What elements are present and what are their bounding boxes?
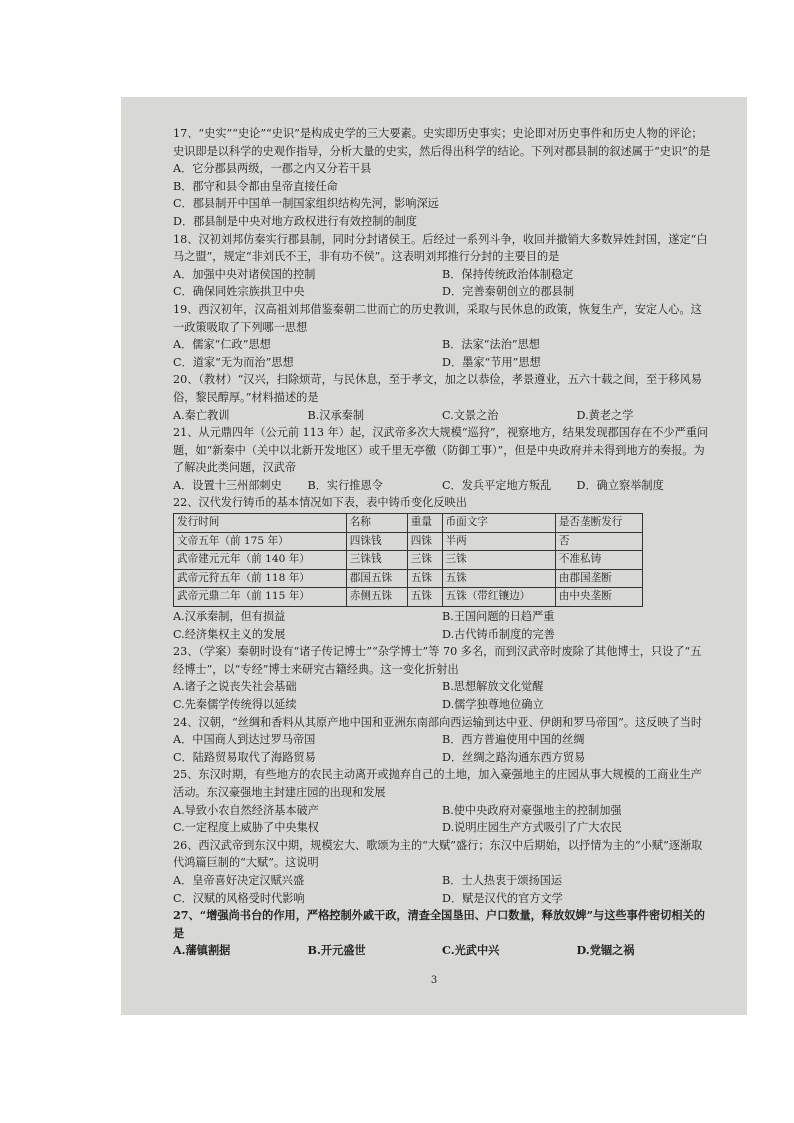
option-d: D．赋是汉代的官方文学 [442, 891, 563, 905]
table-cell: 由中央垄断 [555, 588, 642, 607]
table-header: 名称 [346, 514, 407, 533]
option-d: D.黄老之学 [576, 408, 634, 422]
table-header-row [174, 514, 643, 533]
question-27 [173, 907, 711, 960]
table-cell: 五铢 [407, 569, 442, 588]
table-cell: 否 [555, 532, 642, 551]
question-stem: 27、“增强尚书台的作用，严格控制外戚干政，清查全国垦田、户口数量，释放奴婢”与这些事件密切相关的是 [173, 908, 705, 940]
question-18 [173, 231, 711, 301]
table-row [174, 569, 643, 588]
option-c: C.一定程度上威胁了中央集权 [173, 821, 319, 835]
options [173, 872, 711, 907]
option-a: A.秦亡教训 [173, 408, 230, 422]
table-cell: 三铢 [407, 551, 442, 570]
question-stem: 17、“史实”“史论”“史识”是构成史学的三大要素。史实即历史事实；史论即对历史事件和历史人物的评论；史识即是以科学的史观作指导，分析大量的史实，然后得出科学的结论。下列对郡县制的叙述属于“史识”的是 [173, 127, 711, 158]
options [173, 160, 711, 230]
table-row [174, 551, 643, 570]
table-cell: 四铢钱 [346, 532, 407, 551]
table-cell: 文帝五年（前 175 年） [174, 532, 347, 551]
question-23 [173, 643, 711, 713]
option-d: D．确立察举制度 [576, 478, 664, 492]
option-a: A.诸子之说丧失社会基础 [173, 680, 297, 694]
option-d: D．完善秦朝创立的郡县制 [442, 285, 575, 299]
option-b: B．实行推恩令 [307, 478, 383, 492]
option-a: A．它分郡县两级，一郡之内又分若干县 [173, 162, 372, 176]
question-stem: 23、（学案）秦朝时设有“诸子传记博士”“杂学博士”等 70 多名，而到汉武帝时废除了其他博士，只设了“五经博士”，以“专经”博士来研究古籍经典。这一变化折射出 [173, 645, 702, 676]
coin-table [173, 513, 643, 607]
option-a: A．中国商人到达过罗马帝国 [173, 733, 316, 747]
table-cell: 武帝元狩五年（前 118 年） [174, 569, 347, 588]
option-d: D．墨家“节用”思想 [442, 355, 541, 369]
option-b: B．郡守和县令都由皇帝直接任命 [173, 179, 338, 193]
table-header: 币面文字 [442, 514, 555, 533]
option-d: D．郡县制是中央对地方政权进行有效控制的制度 [173, 214, 417, 228]
option-c: C.先秦儒学传统得以延续 [173, 698, 297, 711]
option-b: B.使中央政府对豪强地主的控制加强 [442, 803, 622, 817]
question-stem: 25、东汉时期，有些地方的农民主动离开或抛弃自己的土地，加入豪强地主的庄园从事大规模的工商业生产活动。东汉豪强地主封建庄园的出现和发展 [173, 768, 702, 799]
option-a: A．皇帝喜好决定汉赋兴盛 [173, 873, 305, 887]
options [173, 407, 711, 425]
question-25 [173, 766, 711, 836]
option-a: A．加强中央对诸侯国的控制 [173, 267, 316, 281]
table-header: 发行时间 [174, 514, 347, 533]
table-row [174, 588, 643, 607]
options [173, 802, 711, 837]
table-cell: 郡国五铢 [346, 569, 407, 588]
options [173, 336, 711, 371]
table-cell: 五铢 [407, 588, 442, 607]
table-cell: 三铢 [442, 551, 555, 570]
question-17 [173, 125, 711, 231]
question-stem: 22、汉代发行铸币的基本情况如下表，表中铸币变化反映出 [173, 496, 467, 510]
option-d: D．丝绸之路沟通东西方贸易 [442, 750, 586, 764]
option-d: D.儒学独尊地位确立 [442, 698, 544, 711]
table-cell: 武帝建元元年（前 140 年） [174, 551, 347, 570]
option-b: B.开元盛世 [307, 943, 366, 958]
table-header: 是否垄断发行 [555, 514, 642, 533]
question-24 [173, 714, 711, 767]
option-a: A．设置十三州部刺史 [173, 478, 282, 492]
exam-page [121, 97, 747, 1015]
option-d: D.古代铸币制度的完善 [442, 627, 555, 641]
question-stem: 20、（教材）“汉兴，扫除烦苛，与民休息，至于孝文，加之以恭俭，孝景遵业，五六十载之间，至于移风易俗，黎民醇厚。”材料描述的是 [173, 373, 702, 404]
page-number: 3 [430, 975, 438, 986]
table-cell: 五铢（带红镶边） [442, 588, 555, 607]
option-a: A.汉承秦制，但有损益 [173, 610, 286, 624]
option-c: C．郡县制开中国单一制国家组织结构先河，影响深远 [173, 197, 439, 211]
question-stem: 24、汉朝，“丝绸和香料从其原产地中国和亚洲东南部向西运输到达中亚、伊朗和罗马帝国”。这反映了当时 [173, 715, 703, 729]
option-b: B．士人热衷于颂扬国运 [442, 873, 563, 887]
option-c: C.经济集权主义的发展 [173, 627, 286, 641]
table-cell: 四铢 [407, 532, 442, 551]
table-cell: 半两 [442, 532, 555, 551]
option-b: B.汉承秦制 [307, 408, 365, 422]
table-cell: 赤侧五铢 [346, 588, 407, 607]
options [173, 477, 711, 495]
question-19 [173, 301, 711, 371]
option-b: B．保持传统政治体制稳定 [442, 267, 574, 281]
options [173, 678, 711, 713]
option-c: C.文景之治 [442, 408, 499, 422]
table-row [174, 532, 643, 551]
question-21 [173, 424, 711, 494]
table-header: 重量 [407, 514, 442, 533]
option-c: C．汉赋的风格受时代影响 [173, 891, 305, 905]
options [173, 608, 711, 643]
table-cell: 五铢 [442, 569, 555, 588]
option-a: A．儒家“仁政”思想 [173, 338, 271, 352]
options [173, 266, 711, 301]
table-cell: 武帝元鼎二年（前 115 年） [174, 588, 347, 607]
option-c: C．发兵平定地方叛乱 [442, 478, 552, 492]
option-b: B.思想解放文化觉醒 [442, 680, 544, 694]
question-22 [173, 494, 711, 643]
question-stem: 18、汉初刘邦仿秦实行郡县制，同时分封诸侯王。后经过一系列斗争，收回并撤销大多数异姓封国，遂定“白马之盟”，规定“非刘氏不王，非有功不侯”。这表明刘邦推行分封的主要目的是 [173, 232, 708, 264]
table-cell: 三铢钱 [346, 551, 407, 570]
question-26 [173, 837, 711, 907]
table-cell: 不准私铸 [555, 551, 642, 570]
options [173, 942, 711, 960]
question-20 [173, 371, 711, 424]
option-d: D.党锢之祸 [576, 943, 635, 958]
option-a: A.导致小农自然经济基本破产 [173, 803, 319, 817]
option-b: B．西方普遍使用中国的丝绸 [442, 733, 585, 747]
option-a: A.藩镇割据 [173, 943, 231, 958]
options [173, 731, 711, 766]
option-c: C．确保同姓宗族拱卫中央 [173, 285, 305, 299]
option-d: D.说明庄园生产方式吸引了广大农民 [442, 821, 622, 835]
table-cell: 由郡国垄断 [555, 569, 642, 588]
question-stem: 26、西汉武帝到东汉中期，规模宏大、歌颂为主的“大赋”盛行；东汉中后期始，以抒情为主的“小赋”逐渐取代鸿篇巨制的“大赋”。这说明 [173, 838, 703, 870]
option-c: C．道家“无为而治”思想 [173, 355, 294, 369]
option-c: C．陆路贸易取代了海路贸易 [173, 750, 316, 764]
question-stem: 21、从元鼎四年（公元前 113 年）起，汉武帝多次大规模“巡狩”，视察地方，结果发现郡国存在不少严重问题，如“新秦中（关中以北新开发地区）或千里无亭徼（防御工事）”，但是中央政府并未得到地方的奏报。为了解决此类问题，汉武帝 [173, 426, 709, 475]
option-b: B．法家“法治”思想 [442, 338, 540, 352]
question-stem: 19、西汉初年，汉高祖刘邦借鉴秦朝二世而亡的历史教训，采取与民休息的政策，恢复生产，安定人心。这一政策吸取了下列哪一思想 [173, 302, 702, 334]
option-b: B.王国问题的日趋严重 [442, 610, 555, 624]
option-c: C.光武中兴 [442, 943, 500, 958]
